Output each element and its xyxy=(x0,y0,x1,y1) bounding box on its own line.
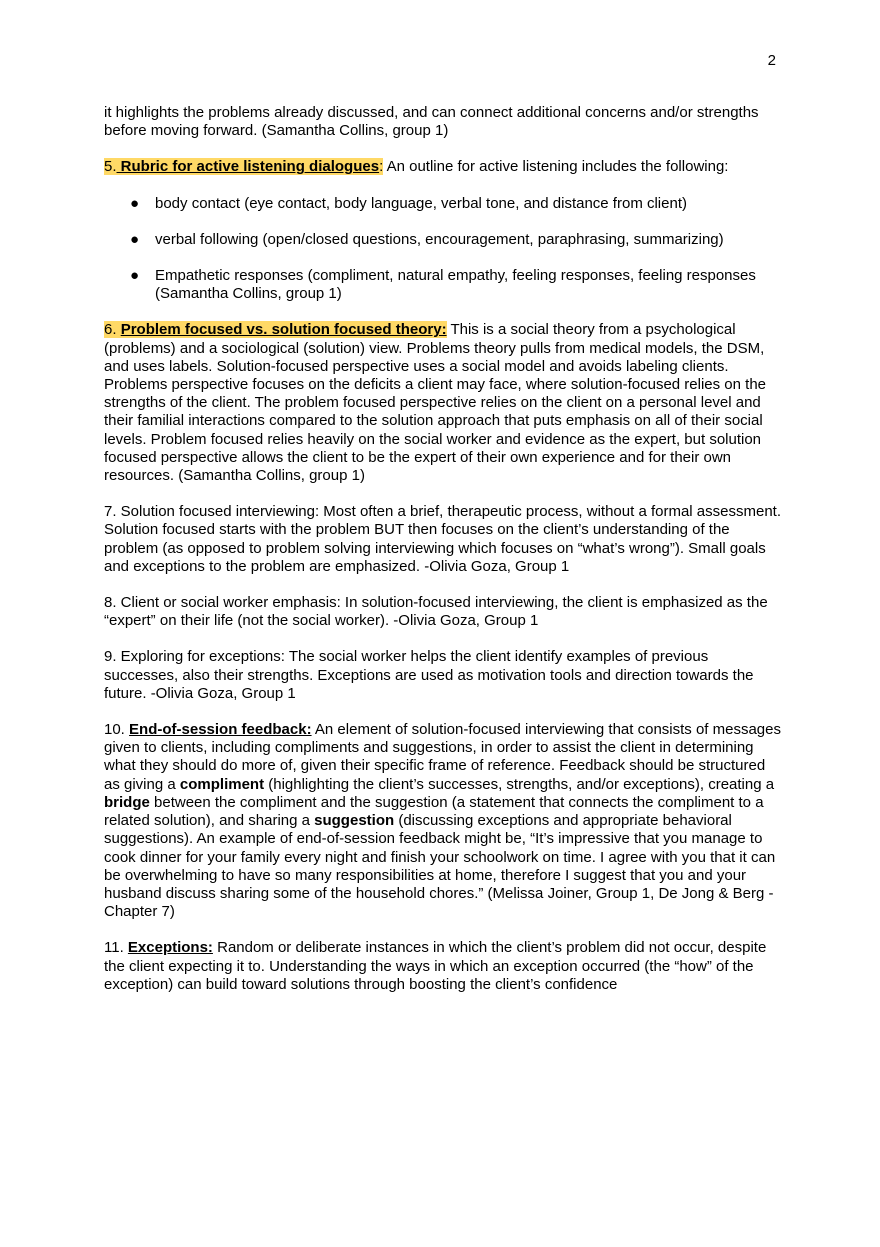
item-5-term: Rubric for active listening dialogues xyxy=(116,158,380,176)
compliment-term: compliment xyxy=(179,775,265,793)
list-item-text: Empathetic responses (compliment, natural empathy, feeling responses, feeling responses (Samantha Collins, group 1) xyxy=(155,267,756,303)
item-11-text: Random or deliberate instances in which the client’s problem did not occur, despite the client expecting it to. Understanding the ways in which an exception occurred (the “how” of the exception) can build toward solutions through boosting the client’s confidence xyxy=(104,939,767,993)
list-item xyxy=(104,231,784,249)
document-body xyxy=(104,104,784,1012)
item-6-highlight xyxy=(104,321,447,338)
item-10-term: End-of-session feedback: xyxy=(129,721,312,739)
list-item xyxy=(104,195,784,213)
bridge-term: bridge xyxy=(104,793,150,811)
item-5-colon: : xyxy=(379,158,384,176)
page-number: 2 xyxy=(767,52,776,69)
paragraph-item-10 xyxy=(104,721,784,921)
item-6-text: This is a social theory from a psychological (problems) and a sociological (solution) view. Problems theory pulls from medical models, the DSM, and uses labels. Solution-focused perspective uses a social model and avoids labeling clients. Problems perspective focuses on the deficits a client may face, where solution-focused relies on the strengths of the client. The problem focused perspective relies on the client on a personal level and their familial interactions compared to the solution approach that puts emphasis on all of their social levels. Problem focused relies heavily on the social worker and evidence as the expert, but solution focused perspective allows the client to be the expert of their own experience and for their own resources. (Samantha Collins, group 1) xyxy=(104,321,767,485)
item-10-number: 10. xyxy=(104,721,130,739)
item-5-highlight xyxy=(104,158,383,175)
paragraph-intro: it highlights the problems already discussed, and can connect additional concerns and/or strengths before moving forward. (Samantha Collins, group 1) xyxy=(104,104,759,140)
list-item-text: verbal following (open/closed questions, encouragement, paraphrasing, summarizing) xyxy=(155,230,724,248)
list-item-text: body contact (eye contact, body language, verbal tone, and distance from client) xyxy=(155,194,687,212)
item-10-text-2: (highlighting the client’s successes, strengths, and/or exceptions), creating a xyxy=(264,775,775,793)
paragraph-item-7: 7. Solution focused interviewing: Most often a brief, therapeutic process, without a formal assessment. Solution focused starts with the problem BUT then focuses on the client’s understanding of the problem (as opposed to problem solving interviewing which focuses on “what’s wrong”). Small goals and exceptions to the problem are emphasized. -Olivia Goza, Group 1 xyxy=(104,503,782,575)
item-6-number: 6. xyxy=(104,321,121,339)
item-10-text-4: (discussing exceptions and appropriate behavioral suggestions). An example of end-of-session feedback might be, “It’s impressive that you manage to cook dinner for your family every night and finish your schoolwork on time. I agree with you that it can be overwhelming to have so many responsibilities at home, therefore I suggest that you and your husband discuss sharing some of the household chores.” (Melissa Joiner, Group 1, De Jong & Berg - Chapter 7) xyxy=(104,812,776,921)
bullet-icon: ● xyxy=(130,230,140,248)
paragraph-item-9: 9. Exploring for exceptions: The social worker helps the client identify examples of previous successes, also their strengths. Exceptions are used as motivation tools and direction towards the future. -Olivia Goza, Group 1 xyxy=(104,648,754,702)
item-10-text-1: An element of solution-focused interviewing that consists of messages given to clients, including compliments and suggestions, in order to assist the client in determining what they should do more of, given their specific frame of reference. Feedback should be structured as giving a xyxy=(104,721,781,793)
active-listening-list xyxy=(104,195,784,304)
item-6-term: Problem focused vs. solution focused theory: xyxy=(120,321,447,339)
paragraph-item-5 xyxy=(104,158,784,176)
paragraph-item-6 xyxy=(104,321,784,485)
bullet-icon: ● xyxy=(130,194,140,212)
item-10-text-3: between the compliment and the suggestion (a statement that connects the compliment to a related solution), and sharing a xyxy=(104,793,764,830)
bullet-icon: ● xyxy=(130,267,140,285)
list-item xyxy=(104,267,784,303)
item-11-number: 11. xyxy=(104,939,128,957)
suggestion-term: suggestion xyxy=(314,812,395,830)
item-5-text: An outline for active listening includes the following: xyxy=(383,158,729,176)
item-11-term: Exceptions: xyxy=(127,939,213,957)
item-5-number: 5. xyxy=(104,158,117,176)
paragraph-item-11 xyxy=(104,939,784,994)
paragraph-item-8: 8. Client or social worker emphasis: In solution-focused interviewing, the client is emphasized as the “expert” on their life (not the social worker). -Olivia Goza, Group 1 xyxy=(104,594,768,630)
